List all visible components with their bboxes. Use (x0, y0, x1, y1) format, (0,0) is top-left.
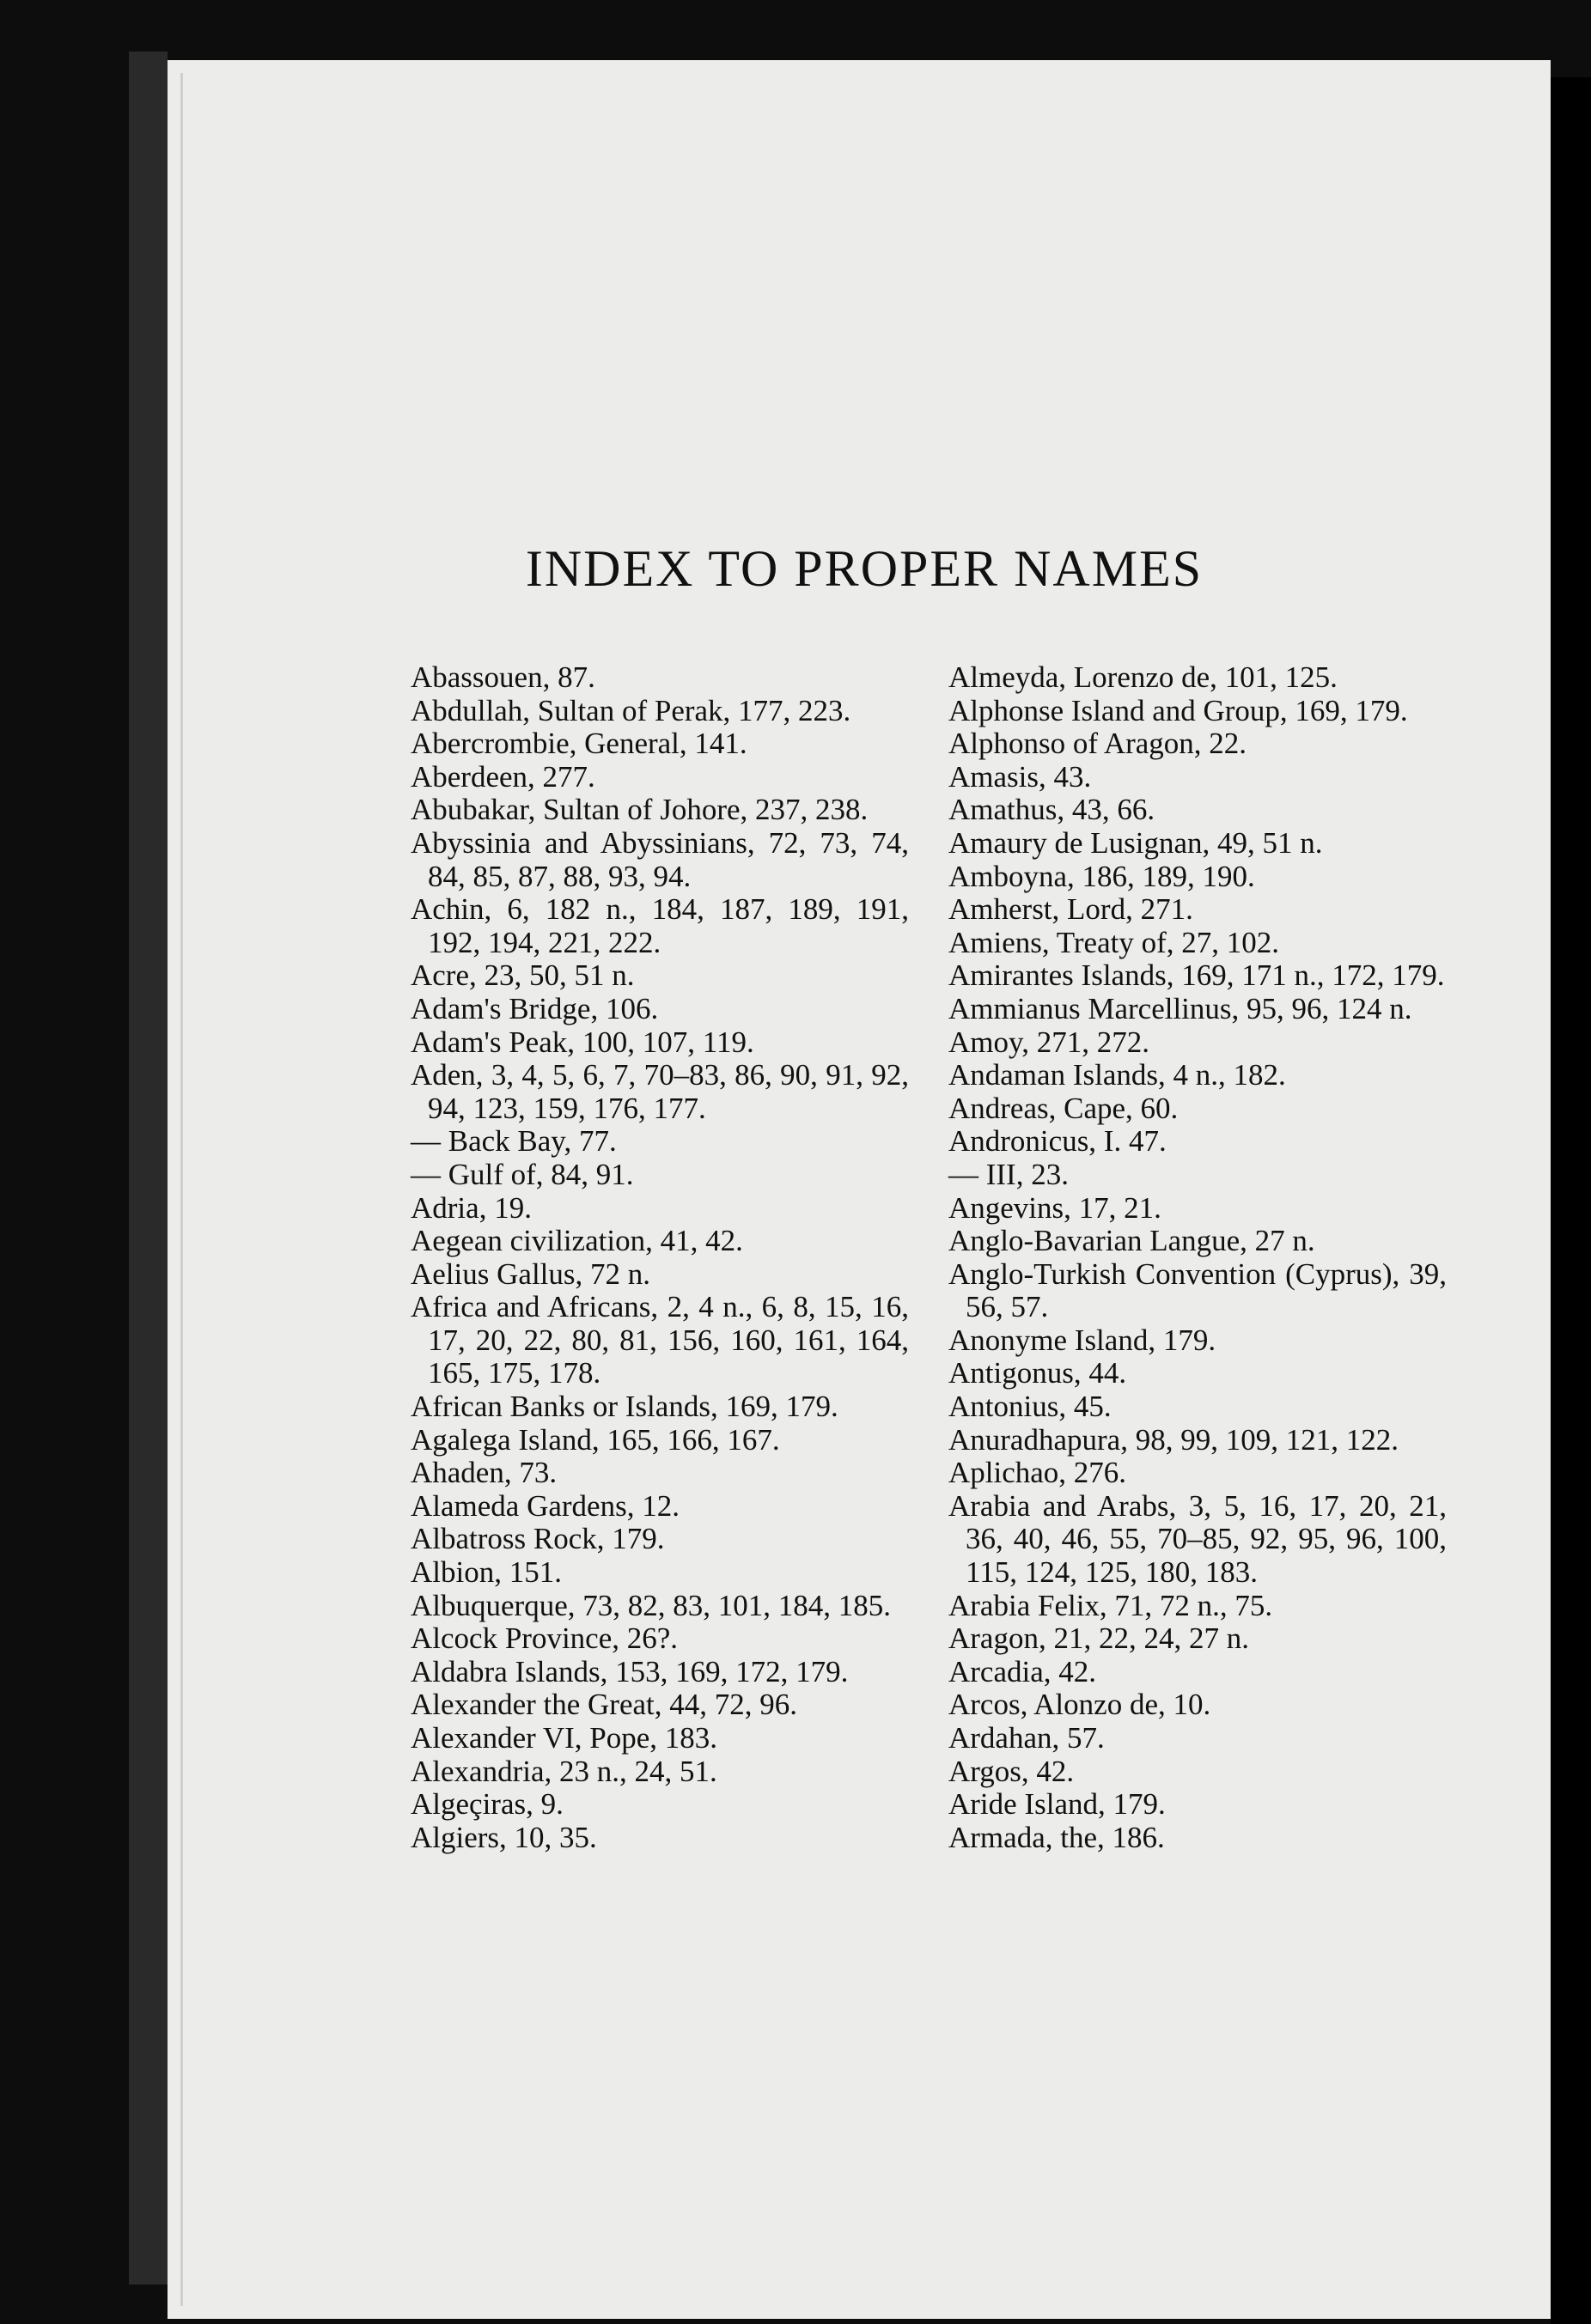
index-entry: Amiens, Treaty of, 27, 102. (948, 925, 1279, 959)
index-entry: Anglo-Turkish Convention (Cyprus), 39, 56, 57. (948, 1256, 1447, 1324)
index-entry: Andaman Islands, 4 n., 182. (948, 1058, 1286, 1092)
index-entry: Anuradhapura, 98, 99, 109, 121, 122. (948, 1422, 1399, 1457)
index-entry: Armada, the, 186. (948, 1820, 1165, 1854)
index-entry: Andreas, Cape, 60. (948, 1091, 1179, 1125)
index-entry: Amaury de Lusignan, 49, 51 n. (948, 825, 1323, 860)
index-entry: Abdullah, Sultan of Perak, 177, 223. (411, 693, 851, 727)
index-entry: Albuquerque, 73, 82, 83, 101, 184, 185. (411, 1588, 891, 1622)
index-entry: Alexandria, 23 n., 24, 51. (411, 1754, 717, 1788)
index-entry: Ahaden, 73. (411, 1456, 558, 1490)
index-entry: Aegean civilization, 41, 42. (411, 1224, 743, 1258)
right-scan-edge (1551, 77, 1591, 2324)
index-entry: Alameda Gardens, 12. (411, 1488, 680, 1523)
index-entry: Anonyme Island, 179. (948, 1323, 1216, 1357)
index-entry: Argos, 42. (948, 1754, 1075, 1788)
index-column-left (411, 661, 909, 1854)
index-entry: Aldabra Islands, 153, 169, 172, 179. (411, 1654, 849, 1688)
index-entry: Amirantes Islands, 169, 171 n., 172, 179. (948, 958, 1445, 993)
index-column-right (948, 661, 1447, 1854)
index-entry: Amoy, 271, 272. (948, 1025, 1149, 1059)
index-entry: Adam's Peak, 100, 107, 119. (411, 1025, 754, 1059)
index-entry: Albatross Rock, 179. (411, 1522, 665, 1556)
index-entry: Amherst, Lord, 271. (948, 892, 1193, 927)
index-entry: Achin, 6, 182 n., 184, 187, 189, 191, 192, 194, 221, 222. (411, 892, 909, 959)
index-entry: Albion, 151. (411, 1555, 562, 1590)
index-entry: — Gulf of, 84, 91. (411, 1157, 634, 1191)
index-entry: Ardahan, 57. (948, 1721, 1105, 1755)
index-entry: Adria, 19. (411, 1190, 532, 1225)
index-entry: Amasis, 43. (948, 759, 1092, 794)
index-entry: Acre, 23, 50, 51 n. (411, 958, 635, 993)
index-entry: Amathus, 43, 66. (948, 793, 1155, 827)
index-entry: — III, 23. (948, 1157, 1069, 1191)
index-entry: Andronicus, I. 47. (948, 1124, 1167, 1159)
index-entry: — Back Bay, 77. (411, 1124, 617, 1159)
index-entry: Arcos, Alonzo de, 10. (948, 1688, 1211, 1722)
index-entry: Aragon, 21, 22, 24, 27 n. (948, 1621, 1249, 1656)
index-entry: Alexander the Great, 44, 72, 96. (411, 1688, 797, 1722)
index-entry: Angevins, 17, 21. (948, 1190, 1161, 1225)
index-entry: Algeçiras, 9. (411, 1787, 564, 1822)
index-entry: Abercrombie, General, 141. (411, 727, 747, 761)
index-entry: Alcock Province, 26?. (411, 1621, 679, 1656)
index-entry: Alphonso of Aragon, 22. (948, 727, 1247, 761)
index-entry: Abassouen, 87. (411, 660, 595, 694)
index-entry: Arcadia, 42. (948, 1654, 1097, 1688)
index-entry: Anglo-Bavarian Langue, 27 n. (948, 1224, 1315, 1258)
index-entry: Algiers, 10, 35. (411, 1820, 597, 1854)
index-entry: Aride Island, 179. (948, 1787, 1166, 1822)
index-entry: Arabia Felix, 71, 72 n., 75. (948, 1588, 1273, 1622)
index-entry: Alphonse Island and Group, 169, 179. (948, 693, 1408, 727)
index-entry: Antonius, 45. (948, 1390, 1112, 1424)
index-entry: Abyssinia and Abyssinians, 72, 73, 74, 84, 85, 87, 88, 93, 94. (411, 825, 909, 893)
index-entry: Amboyna, 186, 189, 190. (948, 859, 1255, 893)
index-entry: Aelius Gallus, 72 n. (411, 1256, 651, 1291)
index-entry: Adam's Bridge, 106. (411, 991, 659, 1025)
left-binding-edge (129, 52, 168, 2284)
index-entry: Antigonus, 44. (948, 1356, 1127, 1390)
index-entry: Aplichao, 276. (948, 1456, 1127, 1490)
index-entry: Almeyda, Lorenzo de, 101, 125. (948, 660, 1338, 694)
index-entry: Agalega Island, 165, 166, 167. (411, 1422, 780, 1457)
index-entry: African Banks or Islands, 169, 179. (411, 1390, 838, 1424)
index-entry: Abubakar, Sultan of Johore, 237, 238. (411, 793, 869, 827)
index-entry: Aberdeen, 277. (411, 759, 595, 794)
index-entry: Ammianus Marcellinus, 95, 96, 124 n. (948, 991, 1412, 1025)
index-entry: Alexander VI, Pope, 183. (411, 1721, 718, 1755)
index-entry: Africa and Africans, 2, 4 n., 6, 8, 15, 16, 17, 20, 22, 80, 81, 156, 160, 161, 164, 165, 175, 178. (411, 1290, 909, 1390)
index-entry: Aden, 3, 4, 5, 6, 7, 70–83, 86, 90, 91, 92, 94, 123, 159, 176, 177. (411, 1058, 909, 1125)
index-entry: Arabia and Arabs, 3, 5, 16, 17, 20, 21, 36, 40, 46, 55, 70–85, 92, 95, 96, 100, 115, 124, 125, 180, 183. (948, 1488, 1447, 1590)
page-title: INDEX TO PROPER NAMES (525, 540, 1204, 597)
